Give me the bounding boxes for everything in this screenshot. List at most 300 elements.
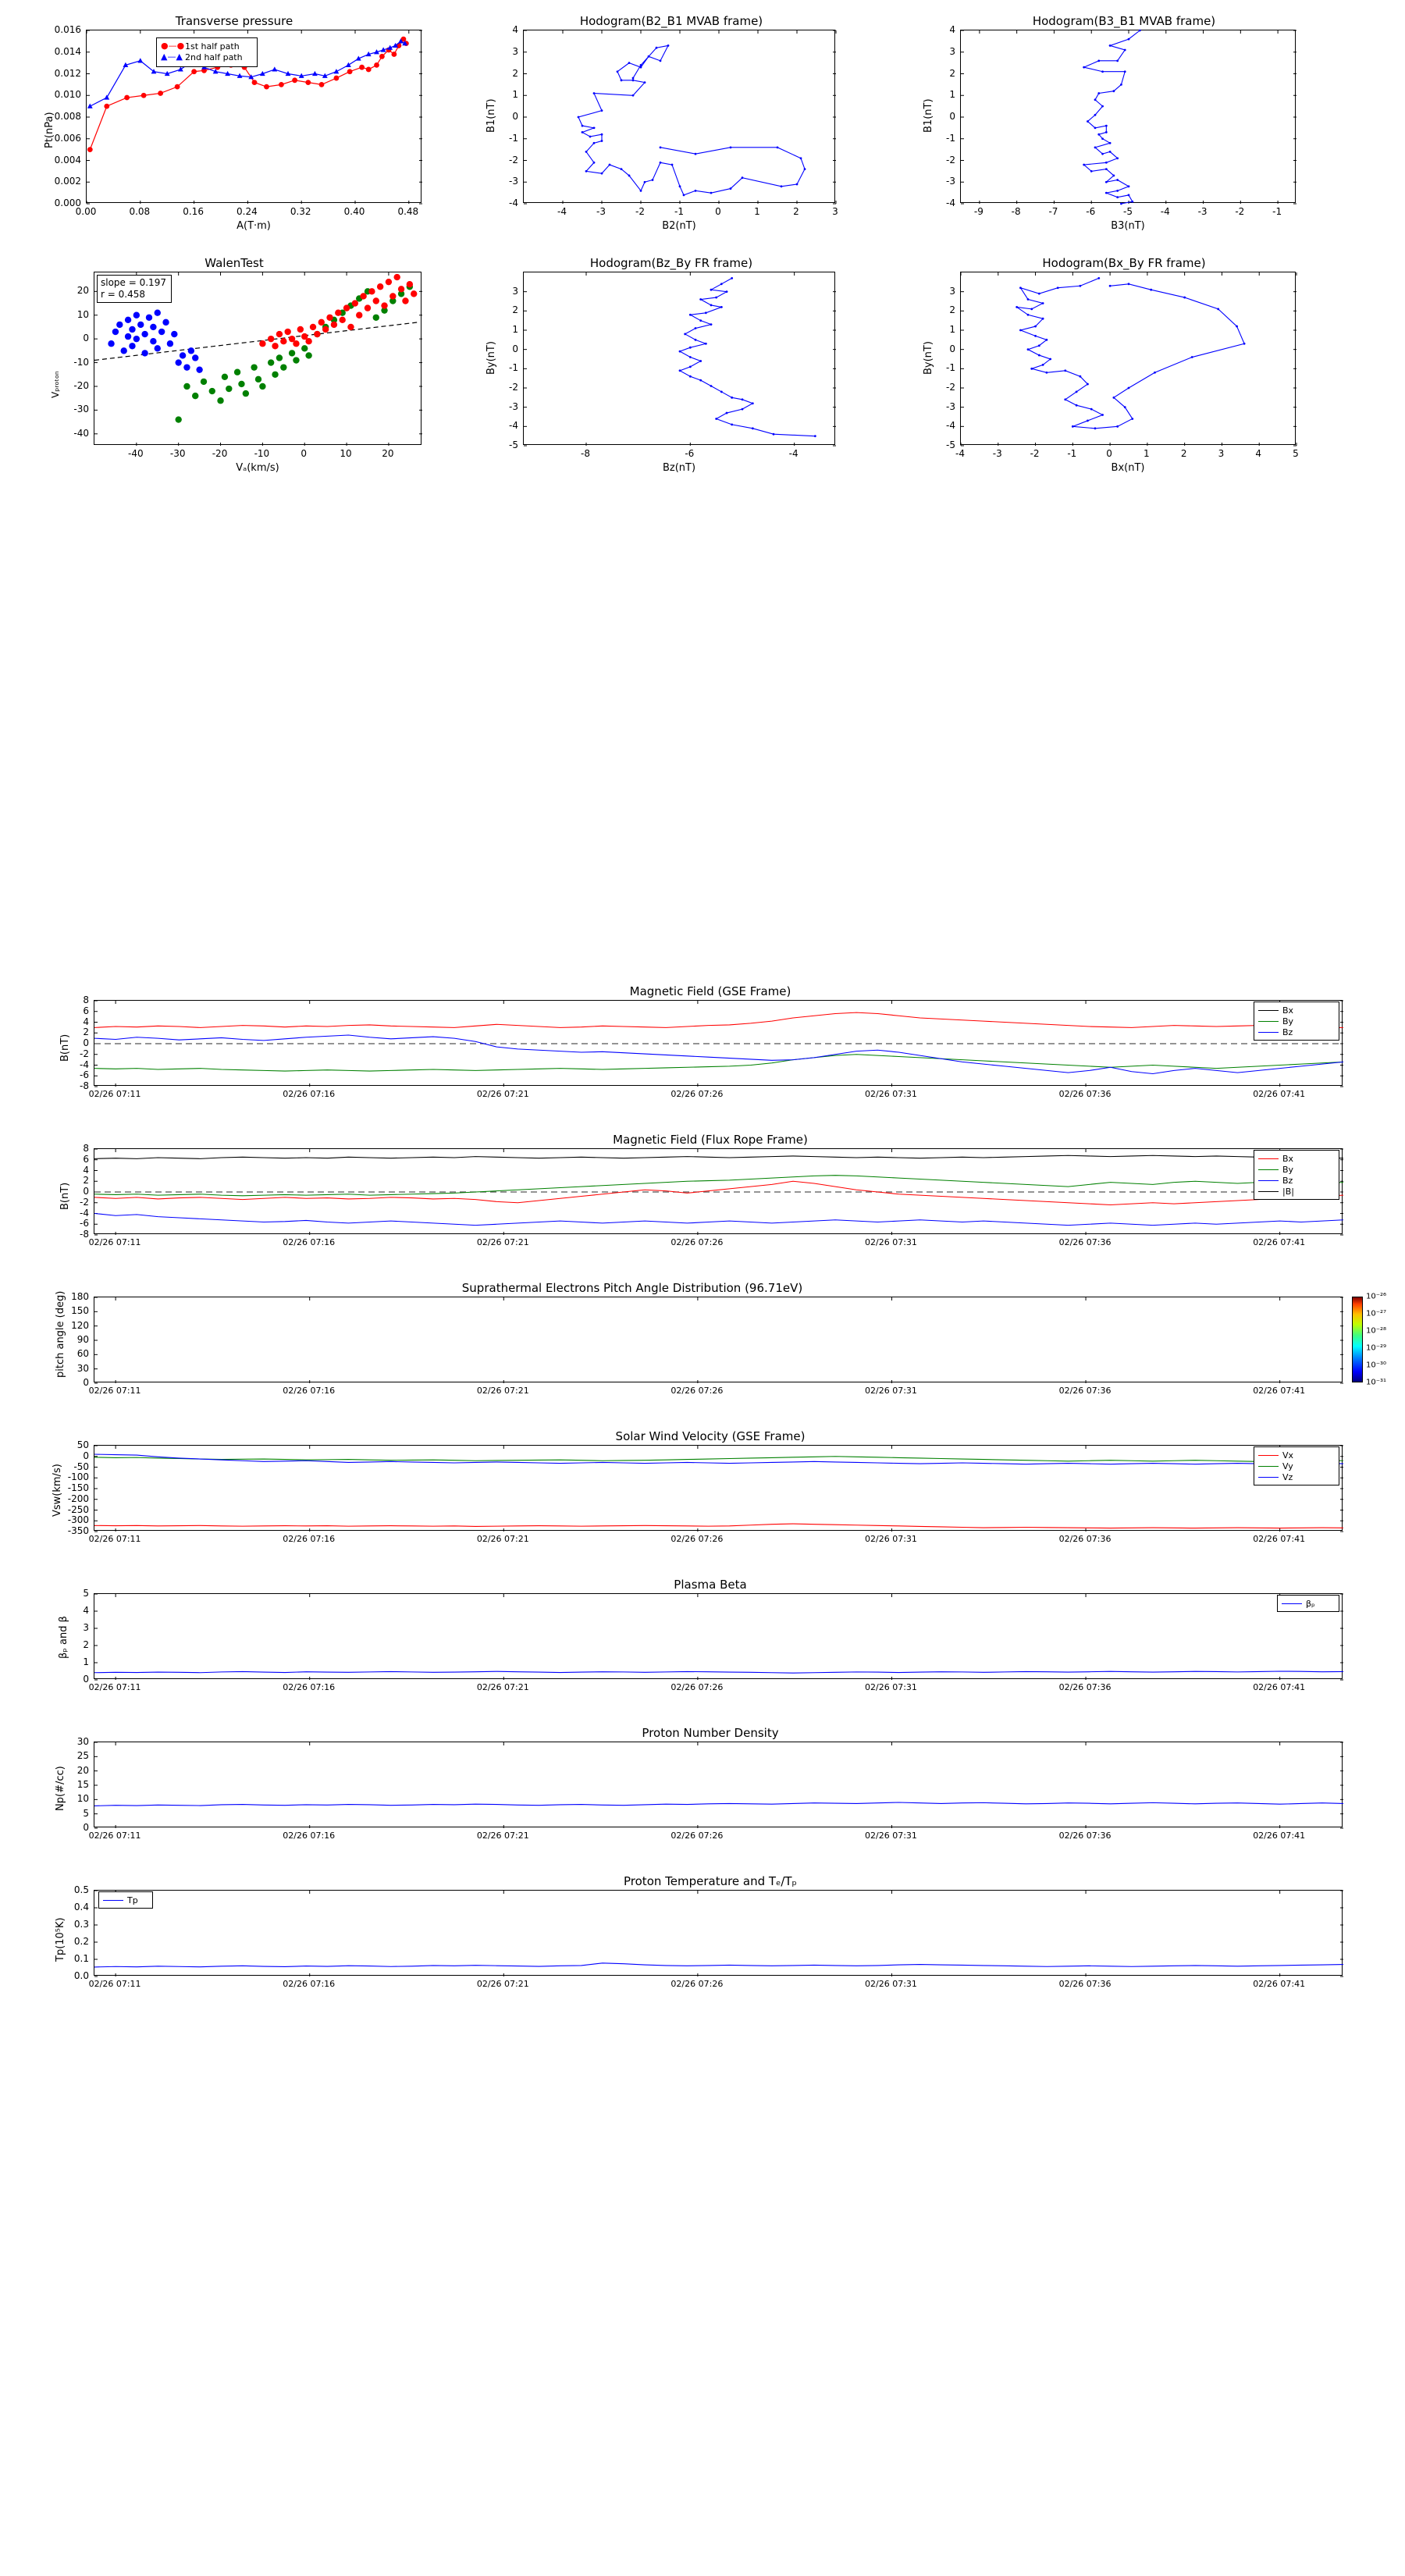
y-tick-label: 3: [949, 45, 955, 57]
legend-marker-circle: ●—●: [161, 41, 185, 51]
y-tick-label: 3: [512, 45, 518, 57]
y-tick-label: 0.1: [73, 1953, 89, 1964]
x-tick-label: 02/26 07:11: [88, 1682, 141, 1692]
x-tick-label: 3: [832, 206, 838, 217]
y-tick-label: 2: [83, 1026, 89, 1038]
x-tick-label: 02/26 07:11: [88, 1386, 141, 1396]
x-tick-label: -4: [557, 206, 567, 217]
x-tick-label: 02/26 07:26: [670, 1089, 724, 1099]
y-axis-label: B1(nT): [486, 98, 497, 133]
x-tick-label: 02/26 07:26: [670, 1979, 724, 1989]
legend-label: Bz: [1282, 1026, 1293, 1037]
y-tick-label: 0.006: [54, 132, 81, 144]
y-tick-label: -3: [946, 176, 955, 187]
plot-svg: [524, 30, 836, 204]
y-tick-label: 6: [83, 1153, 89, 1165]
x-axis-label: B3(nT): [1111, 220, 1145, 232]
y-tick-label: -2: [946, 382, 955, 393]
x-tick-label: 02/26 07:16: [283, 1089, 336, 1099]
y-tick-label: 3: [949, 285, 955, 297]
plot-svg: [94, 1149, 1343, 1235]
y-tick-label: 0: [949, 343, 955, 354]
plot-area: [94, 1445, 1343, 1531]
y-tick-label: 180: [71, 1291, 89, 1302]
x-tick-label: 02/26 07:16: [283, 1386, 336, 1396]
chart-proton-number-density: [47, 1726, 1374, 1854]
x-tick-label: -9: [973, 206, 984, 217]
x-tick-label: 02/26 07:36: [1058, 1831, 1112, 1841]
legend-label: Tp: [127, 1895, 138, 1905]
x-tick-label: 02/26 07:36: [1058, 1682, 1112, 1692]
y-tick-label: 60: [76, 1348, 89, 1360]
chart-transverse-pressure: [31, 14, 437, 232]
y-tick-label: 120: [71, 1319, 89, 1331]
plot-area: [94, 1742, 1343, 1827]
x-tick-label: 02/26 07:31: [865, 1534, 917, 1544]
y-tick-label: -6: [80, 1218, 89, 1229]
x-tick-label: 02/26 07:36: [1058, 1089, 1112, 1099]
chart-title: Hodogram(Bx_By FR frame): [1042, 256, 1206, 270]
x-tick-label: 2: [793, 206, 799, 217]
plot-area: [960, 272, 1296, 445]
x-tick-label: 02/26 07:36: [1058, 1237, 1112, 1247]
y-tick-label: 0: [83, 1674, 89, 1685]
x-tick-label: 0: [301, 448, 308, 459]
y-axis-label: Np(#/cc): [55, 1766, 66, 1811]
chart-magnetic-field-gse: [47, 984, 1374, 1112]
y-tick-label: -4: [946, 197, 955, 208]
x-axis-label: A(T·m): [237, 220, 271, 232]
x-tick-label: 4: [1255, 448, 1262, 459]
x-tick-label: 3: [1218, 448, 1225, 459]
y-tick-label: -4: [946, 420, 955, 432]
y-tick-label: -4: [80, 1059, 89, 1070]
x-tick-label: 0.16: [183, 206, 204, 217]
x-tick-label: 0: [715, 206, 721, 217]
x-tick-label: 0.08: [129, 206, 151, 217]
legend-label: Vx: [1282, 1450, 1294, 1461]
x-tick-label: 02/26 07:16: [283, 1682, 336, 1692]
x-tick-label: 0: [1106, 448, 1112, 459]
colorbar-tick-label: 10⁻²⁹: [1366, 1343, 1387, 1353]
x-tick-label: 2: [1180, 448, 1187, 459]
plot-area: [94, 1593, 1343, 1679]
y-tick-label: -1: [509, 362, 518, 374]
y-tick-label: -300: [67, 1514, 89, 1526]
x-tick-label: 02/26 07:21: [476, 1089, 529, 1099]
legend-label: Vy: [1282, 1461, 1293, 1471]
y-tick-label: 4: [512, 24, 518, 35]
x-tick-label: 02/26 07:41: [1253, 1089, 1306, 1099]
x-tick-label: 02/26 07:41: [1253, 1682, 1306, 1692]
x-tick-label: 02/26 07:11: [88, 1237, 141, 1247]
y-axis-label: βₚ and β: [58, 1616, 69, 1659]
y-tick-label: -50: [73, 1461, 89, 1472]
chart-magnetic-field-fr: [47, 1133, 1374, 1261]
y-tick-label: -350: [67, 1525, 89, 1536]
y-tick-label: 0: [83, 333, 89, 344]
y-tick-label: 0.000: [54, 197, 81, 208]
plot-area: [523, 272, 835, 445]
y-tick-label: -2: [509, 154, 518, 165]
y-tick-label: 0: [83, 1377, 89, 1388]
y-axis-label: B(nT): [59, 1034, 71, 1062]
y-tick-label: -2: [80, 1048, 89, 1059]
x-tick-label: -5: [1123, 206, 1133, 217]
legend-line: [1258, 1477, 1279, 1478]
x-tick-label: 02/26 07:11: [88, 1979, 141, 1989]
x-axis-label: Bz(nT): [662, 462, 696, 474]
plot-svg: [94, 1891, 1343, 1976]
y-tick-label: 3: [83, 1622, 89, 1633]
x-tick-label: -30: [169, 448, 186, 459]
y-tick-label: -8: [80, 1229, 89, 1240]
y-tick-label: 0: [512, 111, 518, 122]
x-tick-label: 0.48: [397, 206, 419, 217]
y-tick-label: 4: [83, 1016, 89, 1027]
chart-title: Proton Number Density: [642, 1726, 779, 1740]
x-tick-label: 0.24: [237, 206, 258, 217]
legend-line: [1258, 1158, 1279, 1159]
y-tick-label: -2: [509, 382, 518, 393]
y-tick-label: 2: [512, 67, 518, 79]
plot-svg: [94, 1001, 1343, 1087]
legend-line: [1258, 1010, 1279, 1011]
legend-line: [1282, 1603, 1302, 1604]
plot-area: [94, 1890, 1343, 1976]
y-tick-label: 1: [949, 324, 955, 335]
x-tick-label: -2: [635, 206, 645, 217]
y-tick-label: 25: [76, 1750, 89, 1762]
chart-hodogram-bx-by: [905, 258, 1343, 476]
y-tick-label: 0.012: [54, 67, 81, 79]
chart-title: Hodogram(B3_B1 MVAB frame): [1032, 14, 1216, 28]
x-tick-label: 02/26 07:41: [1253, 1831, 1306, 1841]
y-tick-label: 4: [949, 24, 955, 35]
slope-value: slope = 0.197: [101, 277, 166, 288]
plot-svg: [94, 1594, 1343, 1680]
x-tick-label: 0.00: [75, 206, 97, 217]
y-tick-label: 2: [949, 67, 955, 79]
x-tick-label: 02/26 07:36: [1058, 1979, 1112, 1989]
y-tick-label: 5: [83, 1588, 89, 1599]
plot-area: [523, 30, 835, 203]
y-tick-label: 8: [83, 994, 89, 1005]
x-tick-label: -1: [1272, 206, 1282, 217]
legend: [156, 37, 258, 67]
x-tick-label: 02/26 07:26: [670, 1534, 724, 1544]
y-tick-label: 0.016: [54, 24, 81, 35]
y-axis-label: Vsw(km/s): [52, 1464, 63, 1517]
y-tick-label: 2: [83, 1175, 89, 1187]
x-tick-label: 02/26 07:41: [1253, 1534, 1306, 1544]
y-tick-label: 0.008: [54, 111, 81, 122]
x-tick-label: 02/26 07:16: [283, 1979, 336, 1989]
y-tick-label: -8: [80, 1080, 89, 1091]
x-tick-label: 02/26 07:21: [476, 1534, 529, 1544]
legend-label: 1st half path: [185, 41, 240, 52]
x-tick-label: -3: [1197, 206, 1208, 217]
x-tick-label: -1: [1067, 448, 1077, 459]
chart-title: Magnetic Field (Flux Rope Frame): [613, 1133, 808, 1147]
y-tick-label: 0.2: [73, 1936, 89, 1947]
y-tick-label: -3: [946, 400, 955, 412]
x-axis-label: Bx(nT): [1111, 462, 1145, 474]
x-tick-label: 02/26 07:16: [283, 1534, 336, 1544]
chart-title: WalenTest: [205, 256, 264, 270]
legend-line: [1258, 1169, 1279, 1170]
legend: [1254, 1002, 1339, 1041]
y-tick-label: 150: [71, 1305, 89, 1317]
colorbar-tick-label: 10⁻³¹: [1366, 1378, 1387, 1387]
x-tick-label: 02/26 07:31: [865, 1386, 917, 1396]
x-tick-label: 02/26 07:21: [476, 1979, 529, 1989]
legend-line: [1258, 1466, 1279, 1467]
plot-svg: [94, 1446, 1343, 1532]
legend-label: By: [1282, 1016, 1294, 1026]
plot-svg: [524, 272, 836, 446]
y-tick-label: -4: [80, 1207, 89, 1219]
colorbar-tick-label: 10⁻²⁶: [1366, 1292, 1387, 1301]
plot-area: [94, 1297, 1343, 1382]
y-tick-label: -5: [946, 439, 955, 450]
y-tick-label: 2: [83, 1639, 89, 1650]
x-tick-label: 02/26 07:11: [88, 1831, 141, 1841]
x-tick-label: 02/26 07:16: [283, 1831, 336, 1841]
x-axis-label: B2(nT): [662, 220, 696, 232]
y-tick-label: 20: [76, 1764, 89, 1776]
chart-title: Proton Temperature and Tₑ/Tₚ: [624, 1874, 797, 1888]
x-tick-label: 10: [340, 448, 352, 459]
x-tick-label: 02/26 07:41: [1253, 1386, 1306, 1396]
y-tick-label: 4: [83, 1605, 89, 1616]
legend-label: Bx: [1282, 1153, 1294, 1164]
chart-title: Plasma Beta: [674, 1578, 747, 1592]
y-axis-label: By(nT): [486, 341, 497, 375]
y-tick-label: 0.014: [54, 45, 81, 57]
plot-area: [94, 1148, 1343, 1234]
legend-line: [103, 1900, 123, 1901]
x-tick-label: 0.40: [343, 206, 365, 217]
x-tick-label: -8: [1011, 206, 1021, 217]
y-tick-label: 0: [949, 111, 955, 122]
y-tick-label: -2: [80, 1196, 89, 1208]
x-tick-label: 02/26 07:26: [670, 1386, 724, 1396]
colorbar: [1352, 1297, 1363, 1382]
legend-label: By: [1282, 1164, 1294, 1175]
legend: [1277, 1595, 1339, 1612]
chart-pitch-angle-distribution: [47, 1281, 1387, 1409]
chart-plasma-beta: [47, 1578, 1374, 1706]
y-tick-label: -250: [67, 1503, 89, 1515]
y-tick-label: 0: [83, 1822, 89, 1833]
x-tick-label: -10: [254, 448, 270, 459]
y-tick-label: -4: [509, 420, 518, 432]
x-tick-label: -8: [581, 448, 590, 459]
y-tick-label: 0: [83, 1186, 89, 1197]
legend-label: |B|: [1282, 1186, 1294, 1197]
x-tick-label: 02/26 07:21: [476, 1386, 529, 1396]
y-tick-label: 2: [949, 304, 955, 316]
chart-title: Magnetic Field (GSE Frame): [629, 984, 791, 998]
legend-line: [1258, 1455, 1279, 1456]
x-tick-label: 02/26 07:41: [1253, 1237, 1306, 1247]
y-axis-label: Tp(10⁵K): [55, 1917, 66, 1962]
x-tick-label: 02/26 07:26: [670, 1237, 724, 1247]
legend-line: [1258, 1180, 1279, 1181]
y-tick-label: 0: [512, 343, 518, 354]
y-tick-label: 10: [76, 1793, 89, 1805]
legend-label: βₚ: [1306, 1598, 1315, 1609]
y-tick-label: 50: [76, 1439, 89, 1450]
y-tick-label: -6: [80, 1069, 89, 1081]
x-tick-label: 02/26 07:31: [865, 1237, 917, 1247]
x-tick-label: -2: [1030, 448, 1040, 459]
legend-marker-triangle: ▲—▲: [161, 52, 183, 62]
y-tick-label: 1: [83, 1656, 89, 1667]
x-tick-label: -6: [1086, 206, 1096, 217]
x-tick-label: -3: [992, 448, 1002, 459]
plot-svg: [961, 272, 1297, 446]
legend: [1254, 1446, 1339, 1485]
plot-svg: [94, 1742, 1343, 1828]
x-tick-label: -3: [596, 206, 606, 217]
y-tick-label: 15: [76, 1779, 89, 1790]
x-tick-label: 02/26 07:21: [476, 1682, 529, 1692]
y-tick-label: 2: [512, 304, 518, 316]
x-tick-label: 1: [1144, 448, 1150, 459]
chart-title: Transverse pressure: [175, 14, 293, 28]
x-tick-label: 5: [1293, 448, 1299, 459]
legend-line: [1258, 1191, 1279, 1192]
y-tick-label: 0: [83, 1450, 89, 1461]
legend-label: Vz: [1282, 1471, 1293, 1482]
x-tick-label: 02/26 07:11: [88, 1534, 141, 1544]
y-tick-label: -3: [509, 400, 518, 412]
x-tick-label: 02/26 07:36: [1058, 1386, 1112, 1396]
legend-label: Bx: [1282, 1005, 1294, 1016]
x-tick-label: 02/26 07:26: [670, 1831, 724, 1841]
y-tick-label: -2: [946, 154, 955, 165]
x-tick-label: -4: [788, 448, 799, 459]
y-tick-label: 10: [76, 308, 89, 320]
colorbar-tick-label: 10⁻²⁷: [1366, 1309, 1387, 1318]
x-tick-label: -20: [212, 448, 228, 459]
x-tick-label: -40: [128, 448, 144, 459]
legend-line: [1258, 1032, 1279, 1033]
y-axis-label: B(nT): [59, 1182, 71, 1210]
chart-title: Hodogram(B2_B1 MVAB frame): [579, 14, 763, 28]
y-tick-label: 0.002: [54, 176, 81, 187]
chart-hodogram-bz-by: [468, 258, 874, 476]
r-value: r = 0.458: [101, 289, 145, 300]
x-tick-label: 02/26 07:31: [865, 1979, 917, 1989]
y-tick-label: -4: [509, 197, 518, 208]
x-tick-label: 02/26 07:21: [476, 1831, 529, 1841]
y-tick-label: 0: [83, 1037, 89, 1048]
y-axis-label: pitch angle (deg): [55, 1290, 66, 1378]
y-tick-label: -20: [73, 379, 89, 391]
x-tick-label: 1: [754, 206, 760, 217]
y-tick-label: 0.004: [54, 154, 81, 165]
chart-walen-test: [31, 258, 437, 476]
y-axis-label: By(nT): [923, 341, 934, 375]
x-tick-label: 02/26 07:11: [88, 1089, 141, 1099]
y-tick-label: 1: [949, 89, 955, 101]
y-tick-label: 90: [76, 1334, 89, 1345]
y-tick-label: 3: [512, 285, 518, 297]
y-axis-label: B1(nT): [923, 98, 934, 133]
y-tick-label: 20: [76, 285, 89, 297]
x-axis-label: Vₐ(km/s): [236, 462, 279, 474]
x-tick-label: -2: [1235, 206, 1245, 217]
fit-annotation: [97, 275, 172, 303]
y-tick-label: 0.4: [73, 1902, 89, 1912]
x-tick-label: 02/26 07:36: [1058, 1534, 1112, 1544]
x-tick-label: 02/26 07:21: [476, 1237, 529, 1247]
y-tick-label: -10: [73, 356, 89, 368]
y-tick-label: 1: [512, 324, 518, 335]
y-tick-label: -1: [946, 132, 955, 144]
x-tick-label: 02/26 07:16: [283, 1237, 336, 1247]
y-tick-label: 0.010: [54, 89, 81, 101]
y-tick-label: -1: [946, 362, 955, 374]
colorbar-tick-label: 10⁻³⁰: [1366, 1361, 1387, 1370]
colorbar-tick-label: 10⁻²⁸: [1366, 1326, 1387, 1336]
x-tick-label: -6: [685, 448, 695, 459]
y-tick-label: 0.0: [73, 1970, 89, 1981]
legend: [98, 1891, 153, 1909]
x-tick-label: 02/26 07:31: [865, 1089, 917, 1099]
y-tick-label: -100: [67, 1471, 89, 1483]
y-tick-label: -200: [67, 1493, 89, 1504]
x-tick-label: 02/26 07:31: [865, 1831, 917, 1841]
y-tick-label: 0.5: [73, 1884, 89, 1895]
y-tick-label: -3: [509, 176, 518, 187]
x-tick-label: -7: [1048, 206, 1058, 217]
legend-label: Bz: [1282, 1175, 1293, 1186]
y-tick-label: 8: [83, 1143, 89, 1154]
x-tick-label: 02/26 07:41: [1253, 1979, 1306, 1989]
x-tick-label: -4: [1160, 206, 1170, 217]
chart-proton-temperature: [47, 1874, 1374, 2002]
y-tick-label: -30: [73, 404, 89, 415]
y-tick-label: 30: [76, 1736, 89, 1747]
y-tick-label: -40: [73, 427, 89, 439]
y-tick-label: -5: [509, 439, 518, 450]
y-tick-label: 1: [512, 89, 518, 101]
x-tick-label: -1: [674, 206, 684, 217]
y-tick-label: 6: [83, 1005, 89, 1016]
x-tick-label: 0.32: [290, 206, 311, 217]
chart-title: Hodogram(Bz_By FR frame): [589, 256, 753, 270]
y-tick-label: -150: [67, 1482, 89, 1493]
plot-svg: [94, 1297, 1343, 1383]
x-tick-label: 02/26 07:26: [670, 1682, 724, 1692]
chart-solar-wind-velocity: [47, 1429, 1374, 1557]
chart-title: Suprathermal Electrons Pitch Angle Distribution (96.71eV): [461, 1281, 803, 1295]
legend-label: 2nd half path: [185, 52, 243, 62]
legend: [1254, 1150, 1339, 1200]
chart-hodogram-b3-b1: [905, 14, 1343, 232]
chart-hodogram-b2-b1: [468, 14, 874, 232]
x-tick-label: 20: [382, 448, 394, 459]
y-tick-label: 30: [76, 1362, 89, 1374]
y-tick-label: 4: [83, 1164, 89, 1176]
x-tick-label: 02/26 07:31: [865, 1682, 917, 1692]
y-axis-label: Vₚᵣₒₜₒₙ: [50, 371, 61, 398]
y-tick-label: 0.3: [73, 1919, 89, 1930]
